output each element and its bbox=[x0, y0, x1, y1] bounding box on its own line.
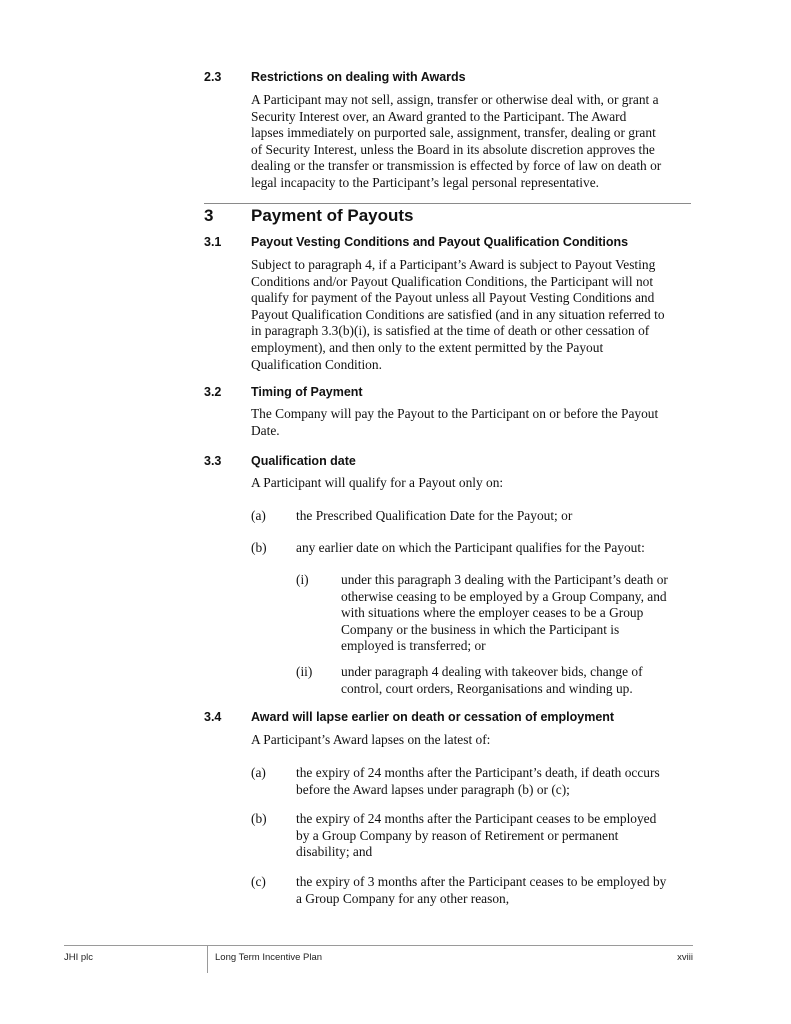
section-heading-2-3: Restrictions on dealing with Awards bbox=[251, 70, 466, 84]
body-line: under this paragraph 3 dealing with the Participant’s death or bbox=[341, 572, 668, 587]
body-line: Conditions and/or Payout Qualification Conditions, the Participant will not bbox=[251, 273, 654, 289]
section-heading-3-4: Award will lapse earlier on death or cessation of employment bbox=[251, 710, 615, 724]
list-label-b: (b) bbox=[251, 540, 267, 555]
body-line: lapses immediately on purported sale, assignment, transfer, dealing or grant bbox=[251, 125, 656, 141]
body-line: control, court orders, Reorganisations and winding up. bbox=[341, 680, 633, 696]
sublist-label-ii: (ii) bbox=[296, 664, 313, 679]
section-heading-3-1: Payout Vesting Conditions and Payout Qualification Conditions bbox=[251, 235, 629, 249]
footer-rule bbox=[64, 945, 693, 946]
body-line: Subject to paragraph 4, if a Participant’s Award is subject to Payout Vesting bbox=[251, 257, 656, 272]
sublist-item-ii bbox=[341, 664, 643, 697]
section-intro-3-3 bbox=[251, 475, 696, 492]
body-line: Payout Qualification Conditions are satisfied (and in any situation referred to bbox=[251, 306, 665, 322]
list-label-b: (b) bbox=[251, 811, 267, 826]
footer-document-title: Long Term Incentive Plan bbox=[215, 952, 323, 963]
body-line: Date. bbox=[251, 422, 280, 438]
body-line: otherwise ceasing to be employed by a Group Company, and bbox=[341, 588, 667, 604]
body-line: the expiry of 24 months after the Participant’s death, if death occurs bbox=[296, 765, 660, 780]
body-line: A Participant will qualify for a Payout only on: bbox=[251, 475, 504, 490]
sublist-item-i bbox=[341, 572, 668, 655]
section-body-2-3 bbox=[251, 92, 696, 192]
body-line: Security Interest over, an Award granted to the Participant. The Award bbox=[251, 108, 627, 124]
body-line: dealing or the transfer or transmission is effected by force of law on death or bbox=[251, 158, 662, 174]
body-line: the Prescribed Qualification Date for the Payout; or bbox=[296, 508, 573, 523]
sublist-label-i: (i) bbox=[296, 572, 309, 587]
body-line: under paragraph 4 dealing with takeover bids, change of bbox=[341, 664, 643, 679]
body-line: qualify for payment of the Payout unless all Payout Vesting Conditions and bbox=[251, 290, 655, 306]
section-number-3-3: 3.3 bbox=[204, 454, 222, 468]
body-line: A Participant may not sell, assign, transfer or otherwise deal with, or grant a bbox=[251, 92, 659, 107]
chapter-heading-3: Payment of Payouts bbox=[251, 206, 414, 225]
body-line: disability; and bbox=[296, 844, 373, 860]
footer-company: JHI plc bbox=[64, 952, 94, 963]
list-item-c bbox=[296, 874, 666, 907]
section-body-3-1 bbox=[251, 257, 696, 373]
body-line: Company or the business in which the Participant is bbox=[341, 621, 620, 637]
section-body-3-2 bbox=[251, 406, 696, 439]
list-item-a bbox=[296, 765, 660, 798]
section-intro-3-4 bbox=[251, 732, 696, 749]
section-number-3-4: 3.4 bbox=[204, 710, 222, 724]
body-line: A Participant’s Award lapses on the latest of: bbox=[251, 732, 491, 747]
section-divider bbox=[204, 203, 691, 204]
body-line: any earlier date on which the Participant qualifies for the Payout: bbox=[296, 540, 645, 555]
footer-page-number: xviii bbox=[677, 952, 693, 963]
section-number-2-3: 2.3 bbox=[204, 70, 222, 84]
body-line: the expiry of 3 months after the Participant ceases to be employed by bbox=[296, 874, 667, 889]
section-heading-3-3: Qualification date bbox=[251, 454, 356, 468]
body-line: of Security Interest, unless the Board in its absolute discretion approves the bbox=[251, 141, 655, 157]
list-label-c: (c) bbox=[251, 874, 266, 889]
list-label-a: (a) bbox=[251, 765, 266, 780]
body-line: with situations where the employer ceases to be a Group bbox=[341, 605, 644, 621]
body-line: legal incapacity to the Participant’s legal personal representative. bbox=[251, 174, 600, 190]
body-line: the expiry of 24 months after the Participant ceases to be employed bbox=[296, 811, 657, 826]
list-item-b bbox=[296, 540, 645, 557]
chapter-number-3: 3 bbox=[204, 206, 214, 225]
section-number-3-2: 3.2 bbox=[204, 385, 222, 399]
body-line: employed is transferred; or bbox=[341, 638, 486, 654]
list-item-a bbox=[296, 508, 572, 525]
list-label-a: (a) bbox=[251, 508, 266, 523]
body-line: in paragraph 3.3(b)(i), is satisfied at the time of death or other cessation of bbox=[251, 323, 650, 339]
section-number-3-1: 3.1 bbox=[204, 235, 222, 249]
list-item-b bbox=[296, 811, 656, 861]
body-line: employment), and then only to the extent permitted by the Payout bbox=[251, 339, 604, 355]
body-line: before the Award lapses under paragraph (b) or (c); bbox=[296, 781, 570, 797]
body-line: Qualification Condition. bbox=[251, 356, 382, 372]
section-heading-3-2: Timing of Payment bbox=[251, 385, 363, 399]
body-line: a Group Company for any other reason, bbox=[296, 890, 510, 906]
footer-column-divider bbox=[207, 945, 208, 973]
body-line: The Company will pay the Payout to the Participant on or before the Payout bbox=[251, 406, 659, 421]
body-line: by a Group Company by reason of Retirement or permanent bbox=[296, 827, 619, 843]
